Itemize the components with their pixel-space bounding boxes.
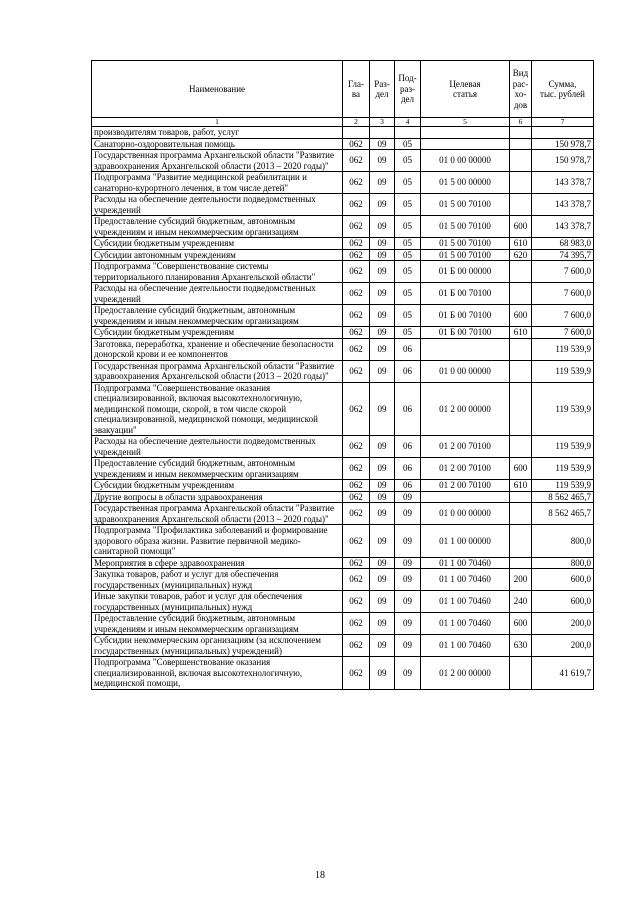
cell-summa: 74 395,7 bbox=[532, 249, 594, 261]
cell-celevaya: 01 5 00 70100 bbox=[421, 249, 510, 261]
table-row bbox=[92, 557, 594, 569]
cell-podrazdel: 09 bbox=[395, 569, 421, 591]
cell-name: Подпрограмма "Совершенствование системы территориального планирования Архангельской области" bbox=[92, 261, 343, 283]
cell-name: Мероприятия в сфере здравоохранения bbox=[92, 557, 343, 569]
cell-glava: 062 bbox=[343, 491, 370, 503]
cell-name: Предоставление субсидий бюджетным, автономным учреждениям и иным некоммерческим организациям bbox=[92, 613, 343, 635]
cell-glava: 062 bbox=[343, 525, 370, 558]
cell-summa: 150 978,7 bbox=[532, 138, 594, 150]
cell-summa: 800,0 bbox=[532, 525, 594, 558]
cell-name: Иные закупки товаров, работ и услуг для обеспечения государственных (муниципальных) нужд bbox=[92, 591, 343, 613]
table-row bbox=[92, 249, 594, 261]
cell-celevaya: 01 Б 00 70100 bbox=[421, 305, 510, 327]
cell-celevaya: 01 Б 00 70100 bbox=[421, 283, 510, 305]
cell-summa: 68 983,0 bbox=[532, 238, 594, 250]
header-celevaya: Целевая статья bbox=[421, 61, 510, 118]
table-body bbox=[92, 127, 594, 690]
cell-vid: 200 bbox=[510, 569, 532, 591]
cell-vid bbox=[510, 283, 532, 305]
table-row bbox=[92, 458, 594, 480]
cell-podrazdel: 05 bbox=[395, 327, 421, 339]
cell-podrazdel: 09 bbox=[395, 613, 421, 635]
cell-celevaya: 01 5 00 70100 bbox=[421, 216, 510, 238]
cell-razdel: 09 bbox=[370, 150, 395, 172]
cell-vid: 610 bbox=[510, 327, 532, 339]
column-number: 3 bbox=[370, 118, 395, 127]
cell-podrazdel: 06 bbox=[395, 360, 421, 382]
cell-summa: 41 619,7 bbox=[532, 657, 594, 690]
cell-name: Подпрограмма "Совершенствование оказания специализированной, включая высокотехнологичную, медицинской помощи, bbox=[92, 657, 343, 690]
cell-name: Подпрограмма "Совершенствование оказания специализированной, включая высокотехнологичную, медицинской помощи, скорой, в том числе скорой специализированной, медицинской помощи, медицинской эвакуации" bbox=[92, 382, 343, 436]
cell-name: Закупка товаров, работ и услуг для обеспечения государственных (муниципальных) нужд bbox=[92, 569, 343, 591]
cell-vid bbox=[510, 657, 532, 690]
cell-razdel: 09 bbox=[370, 480, 395, 492]
table-row bbox=[92, 503, 594, 525]
cell-podrazdel: 05 bbox=[395, 138, 421, 150]
table-row bbox=[92, 327, 594, 339]
cell-glava: 062 bbox=[343, 480, 370, 492]
cell-glava: 062 bbox=[343, 305, 370, 327]
cell-podrazdel: 05 bbox=[395, 249, 421, 261]
cell-summa bbox=[532, 127, 594, 139]
cell-razdel: 09 bbox=[370, 238, 395, 250]
header-vid: Вид рас- хо- дов bbox=[510, 61, 532, 118]
cell-summa: 7 600,0 bbox=[532, 305, 594, 327]
cell-glava: 062 bbox=[343, 238, 370, 250]
cell-glava: 062 bbox=[343, 382, 370, 436]
cell-name: Предоставление субсидий бюджетным, автономным учреждениям и иным некоммерческим организациям bbox=[92, 458, 343, 480]
column-number-row bbox=[92, 118, 594, 127]
table-row bbox=[92, 194, 594, 216]
cell-razdel: 09 bbox=[370, 283, 395, 305]
cell-razdel: 09 bbox=[370, 261, 395, 283]
cell-glava: 062 bbox=[343, 591, 370, 613]
cell-celevaya: 01 2 00 70100 bbox=[421, 436, 510, 458]
cell-glava: 062 bbox=[343, 569, 370, 591]
cell-podrazdel: 06 bbox=[395, 436, 421, 458]
cell-name: Расходы на обеспечение деятельности подведомственных учреждений bbox=[92, 436, 343, 458]
table-row bbox=[92, 283, 594, 305]
cell-name: Субсидии автономным учреждениям bbox=[92, 249, 343, 261]
cell-summa: 119 539,9 bbox=[532, 382, 594, 436]
cell-vid: 620 bbox=[510, 249, 532, 261]
table-row bbox=[92, 238, 594, 250]
cell-celevaya: 01 5 00 70100 bbox=[421, 194, 510, 216]
cell-summa: 119 539,9 bbox=[532, 480, 594, 492]
table-row bbox=[92, 491, 594, 503]
cell-podrazdel: 05 bbox=[395, 305, 421, 327]
table-row bbox=[92, 591, 594, 613]
cell-vid bbox=[510, 338, 532, 360]
cell-glava: 062 bbox=[343, 360, 370, 382]
table-row bbox=[92, 635, 594, 657]
cell-razdel: 09 bbox=[370, 613, 395, 635]
cell-summa: 600,0 bbox=[532, 569, 594, 591]
cell-razdel bbox=[370, 127, 395, 139]
cell-summa: 800,0 bbox=[532, 557, 594, 569]
cell-razdel: 09 bbox=[370, 503, 395, 525]
table-row bbox=[92, 216, 594, 238]
cell-vid: 630 bbox=[510, 635, 532, 657]
cell-name: Расходы на обеспечение деятельности подведомственных учреждений bbox=[92, 194, 343, 216]
cell-vid bbox=[510, 382, 532, 436]
cell-razdel: 09 bbox=[370, 458, 395, 480]
cell-celevaya: 01 2 00 00000 bbox=[421, 382, 510, 436]
cell-podrazdel: 05 bbox=[395, 172, 421, 194]
cell-razdel: 09 bbox=[370, 591, 395, 613]
cell-podrazdel: 09 bbox=[395, 503, 421, 525]
column-number: 4 bbox=[395, 118, 421, 127]
cell-glava: 062 bbox=[343, 657, 370, 690]
cell-razdel: 09 bbox=[370, 360, 395, 382]
cell-podrazdel: 09 bbox=[395, 635, 421, 657]
header-podrazdel: Под- раз- дел bbox=[395, 61, 421, 118]
cell-glava: 062 bbox=[343, 172, 370, 194]
cell-celevaya: 01 2 00 70100 bbox=[421, 458, 510, 480]
column-number: 2 bbox=[343, 118, 370, 127]
cell-vid bbox=[510, 138, 532, 150]
cell-summa: 8 562 465,7 bbox=[532, 503, 594, 525]
cell-podrazdel: 05 bbox=[395, 261, 421, 283]
cell-summa: 600,0 bbox=[532, 591, 594, 613]
column-number: 5 bbox=[421, 118, 510, 127]
cell-podrazdel: 09 bbox=[395, 657, 421, 690]
cell-celevaya: 01 2 00 00000 bbox=[421, 657, 510, 690]
cell-razdel: 09 bbox=[370, 569, 395, 591]
table-row bbox=[92, 172, 594, 194]
cell-vid bbox=[510, 150, 532, 172]
cell-glava: 062 bbox=[343, 261, 370, 283]
cell-vid: 600 bbox=[510, 458, 532, 480]
cell-razdel: 09 bbox=[370, 249, 395, 261]
cell-razdel: 09 bbox=[370, 305, 395, 327]
cell-summa: 119 539,9 bbox=[532, 338, 594, 360]
cell-vid bbox=[510, 525, 532, 558]
cell-podrazdel: 06 bbox=[395, 338, 421, 360]
table-row bbox=[92, 150, 594, 172]
cell-celevaya: 01 Б 00 00000 bbox=[421, 261, 510, 283]
cell-summa: 7 600,0 bbox=[532, 327, 594, 339]
cell-vid bbox=[510, 360, 532, 382]
cell-summa: 200,0 bbox=[532, 613, 594, 635]
cell-celevaya bbox=[421, 127, 510, 139]
cell-glava: 062 bbox=[343, 613, 370, 635]
cell-name: Заготовка, переработка, хранение и обеспечение безопасности донорской крови и ее компонентов bbox=[92, 338, 343, 360]
cell-summa: 200,0 bbox=[532, 635, 594, 657]
table-row bbox=[92, 525, 594, 558]
cell-vid bbox=[510, 127, 532, 139]
cell-celevaya bbox=[421, 338, 510, 360]
table-row bbox=[92, 569, 594, 591]
cell-vid bbox=[510, 261, 532, 283]
cell-razdel: 09 bbox=[370, 657, 395, 690]
cell-razdel: 09 bbox=[370, 194, 395, 216]
cell-podrazdel: 09 bbox=[395, 557, 421, 569]
cell-glava: 062 bbox=[343, 216, 370, 238]
cell-glava: 062 bbox=[343, 503, 370, 525]
cell-name: Другие вопросы в области здравоохранения bbox=[92, 491, 343, 503]
cell-vid: 610 bbox=[510, 238, 532, 250]
cell-summa: 7 600,0 bbox=[532, 283, 594, 305]
budget-table bbox=[91, 60, 594, 690]
cell-name: Расходы на обеспечение деятельности подведомственных учреждений bbox=[92, 283, 343, 305]
cell-vid bbox=[510, 172, 532, 194]
cell-podrazdel: 05 bbox=[395, 194, 421, 216]
header-name: Наименование bbox=[92, 61, 343, 118]
cell-glava: 062 bbox=[343, 150, 370, 172]
cell-podrazdel: 06 bbox=[395, 480, 421, 492]
page-number: 18 bbox=[315, 870, 325, 881]
cell-summa: 143 378,7 bbox=[532, 216, 594, 238]
cell-vid bbox=[510, 436, 532, 458]
cell-summa: 150 978,7 bbox=[532, 150, 594, 172]
table-row bbox=[92, 436, 594, 458]
table-row bbox=[92, 382, 594, 436]
cell-vid: 600 bbox=[510, 613, 532, 635]
cell-glava: 062 bbox=[343, 327, 370, 339]
cell-summa: 143 378,7 bbox=[532, 194, 594, 216]
cell-name: Субсидии бюджетным учреждениям bbox=[92, 238, 343, 250]
cell-glava: 062 bbox=[343, 436, 370, 458]
table-row bbox=[92, 613, 594, 635]
table-row bbox=[92, 261, 594, 283]
cell-razdel: 09 bbox=[370, 382, 395, 436]
cell-name: Субсидии бюджетным учреждениям bbox=[92, 327, 343, 339]
cell-glava: 062 bbox=[343, 283, 370, 305]
cell-name: Субсидии бюджетным учреждениям bbox=[92, 480, 343, 492]
cell-name: Предоставление субсидий бюджетным, автономным учреждениям и иным некоммерческим организациям bbox=[92, 305, 343, 327]
cell-celevaya: 01 1 00 70460 bbox=[421, 613, 510, 635]
cell-vid: 610 bbox=[510, 480, 532, 492]
cell-razdel: 09 bbox=[370, 635, 395, 657]
cell-podrazdel: 09 bbox=[395, 525, 421, 558]
cell-razdel: 09 bbox=[370, 557, 395, 569]
cell-podrazdel: 05 bbox=[395, 216, 421, 238]
cell-celevaya: 01 5 00 00000 bbox=[421, 172, 510, 194]
cell-razdel: 09 bbox=[370, 491, 395, 503]
table-row bbox=[92, 338, 594, 360]
cell-celevaya: 01 5 00 70100 bbox=[421, 238, 510, 250]
cell-vid bbox=[510, 503, 532, 525]
table-row bbox=[92, 360, 594, 382]
cell-celevaya: 01 2 00 70100 bbox=[421, 480, 510, 492]
cell-vid: 240 bbox=[510, 591, 532, 613]
cell-razdel: 09 bbox=[370, 138, 395, 150]
cell-razdel: 09 bbox=[370, 525, 395, 558]
cell-glava: 062 bbox=[343, 138, 370, 150]
cell-summa: 143 378,7 bbox=[532, 172, 594, 194]
cell-celevaya: 01 1 00 70460 bbox=[421, 569, 510, 591]
cell-podrazdel: 05 bbox=[395, 150, 421, 172]
cell-name: Государственная программа Архангельской области "Развитие здравоохранения Архангельской области (2013 – 2020 годы)" bbox=[92, 360, 343, 382]
column-number: 6 bbox=[510, 118, 532, 127]
cell-celevaya: 01 1 00 00000 bbox=[421, 525, 510, 558]
cell-razdel: 09 bbox=[370, 172, 395, 194]
cell-podrazdel: 05 bbox=[395, 283, 421, 305]
cell-celevaya: 01 1 00 70460 bbox=[421, 591, 510, 613]
cell-glava bbox=[343, 127, 370, 139]
header-row bbox=[92, 61, 594, 118]
table-row bbox=[92, 480, 594, 492]
cell-podrazdel: 05 bbox=[395, 238, 421, 250]
cell-celevaya: 01 Б 00 70100 bbox=[421, 327, 510, 339]
cell-vid: 600 bbox=[510, 305, 532, 327]
cell-vid: 600 bbox=[510, 216, 532, 238]
table-row bbox=[92, 305, 594, 327]
cell-summa: 119 539,9 bbox=[532, 436, 594, 458]
cell-razdel: 09 bbox=[370, 338, 395, 360]
cell-name: Государственная программа Архангельской области "Развитие здравоохранения Архангельской области (2013 – 2020 годы)" bbox=[92, 503, 343, 525]
cell-name: Подпрограмма "Профилактика заболеваний и формирование здорового образа жизни. Развитие первичной медико-санитарной помощи" bbox=[92, 525, 343, 558]
cell-celevaya: 01 1 00 70460 bbox=[421, 635, 510, 657]
cell-glava: 062 bbox=[343, 338, 370, 360]
cell-glava: 062 bbox=[343, 458, 370, 480]
cell-summa: 119 539,9 bbox=[532, 360, 594, 382]
cell-vid bbox=[510, 557, 532, 569]
cell-name: производителям товаров, работ, услуг bbox=[92, 127, 343, 139]
cell-name: Субсидии некоммерческим организациям (за исключением государственных (муниципальных) учреждений) bbox=[92, 635, 343, 657]
cell-glava: 062 bbox=[343, 557, 370, 569]
cell-podrazdel: 09 bbox=[395, 491, 421, 503]
table-row bbox=[92, 657, 594, 690]
header-glava: Гла- ва bbox=[343, 61, 370, 118]
table-row bbox=[92, 138, 594, 150]
cell-name: Санаторно-оздоровительная помощь bbox=[92, 138, 343, 150]
cell-razdel: 09 bbox=[370, 436, 395, 458]
cell-celevaya: 01 1 00 70460 bbox=[421, 557, 510, 569]
cell-summa: 8 562 465,7 bbox=[532, 491, 594, 503]
cell-name: Подпрограмма "Развитие медицинской реабилитации и санаторно-курортного лечения, в том числе детей" bbox=[92, 172, 343, 194]
cell-glava: 062 bbox=[343, 635, 370, 657]
cell-vid bbox=[510, 194, 532, 216]
cell-razdel: 09 bbox=[370, 216, 395, 238]
column-number: 7 bbox=[532, 118, 594, 127]
table-row bbox=[92, 127, 594, 139]
cell-summa: 7 600,0 bbox=[532, 261, 594, 283]
header-razdel: Раз- дел bbox=[370, 61, 395, 118]
cell-podrazdel bbox=[395, 127, 421, 139]
cell-celevaya: 01 0 00 00000 bbox=[421, 360, 510, 382]
header-summa: Сумма, тыс. рублей bbox=[532, 61, 594, 118]
cell-razdel: 09 bbox=[370, 327, 395, 339]
cell-glava: 062 bbox=[343, 249, 370, 261]
cell-celevaya bbox=[421, 138, 510, 150]
cell-podrazdel: 06 bbox=[395, 382, 421, 436]
cell-celevaya: 01 0 00 00000 bbox=[421, 503, 510, 525]
cell-celevaya bbox=[421, 491, 510, 503]
column-number: 1 bbox=[92, 118, 343, 127]
cell-podrazdel: 06 bbox=[395, 458, 421, 480]
cell-vid bbox=[510, 491, 532, 503]
cell-podrazdel: 09 bbox=[395, 591, 421, 613]
cell-summa: 119 539,9 bbox=[532, 458, 594, 480]
cell-celevaya: 01 0 00 00000 bbox=[421, 150, 510, 172]
cell-name: Государственная программа Архангельской области "Развитие здравоохранения Архангельской области (2013 – 2020 годы)" bbox=[92, 150, 343, 172]
cell-name: Предоставление субсидий бюджетным, автономным учреждениям и иным некоммерческим организациям bbox=[92, 216, 343, 238]
cell-glava: 062 bbox=[343, 194, 370, 216]
